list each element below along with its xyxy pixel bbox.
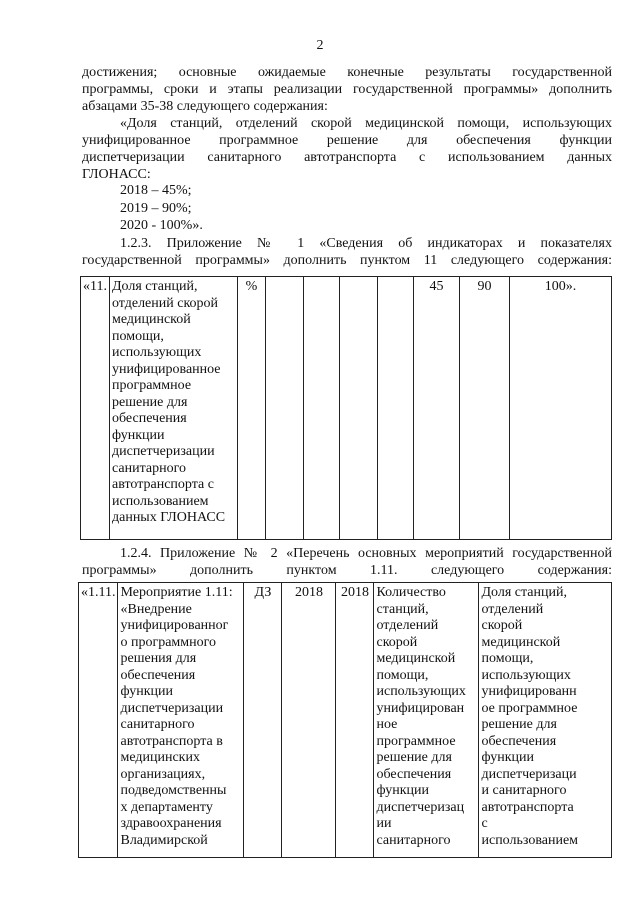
unit-cell: % [237,277,265,540]
empty-cell [377,277,413,540]
intro-line: программы, сроки и этапы реализации государственной программы» дополнить [82,82,612,97]
measures-table [78,582,612,858]
indicators-table [80,276,612,540]
year-value: 2018 – 45%; [120,183,192,198]
table-row [79,583,612,858]
executor-cell: ДЗ [244,583,282,858]
quote-line: «Доля станций, отделений скорой медицинской помощи, использующих [120,116,612,131]
section-line: государственной программы» дополнить пунктом 11 следующего содержания: [82,253,612,268]
quote-line: унифицированное программное решение для обеспечения функции [82,133,612,148]
value-2018: 45 [413,277,459,540]
section-line: программы» дополнить пунктом 1.11. следующего содержания: [82,563,612,578]
indicator-name: Доля станций, отделений скорой медицинской помощи, использующих унифицированное программное решение для обеспечения функции диспетчеризации санитарного автотранспорта с использованием данных ГЛОНАСС [109,277,237,540]
intro-line: абзацами 35-38 следующего содержания: [82,99,328,114]
section-1-2-4 [82,545,612,579]
row-number: «1.11. [79,583,118,858]
row-number: «11. [81,277,110,540]
section-line: 1.2.3. Приложение № 1 «Сведения об индикаторах и показателях [120,236,612,251]
value-2020: 100». [509,277,611,540]
page-number: 2 [316,38,324,53]
section-line: 1.2.4. Приложение № 2 «Перечень основных мероприятий государственной [120,546,612,561]
year-values-list [120,182,420,235]
value-2019: 90 [459,277,509,540]
end-year: 2018 [336,583,374,858]
measure-name: Мероприятие 1.11: «Внедрение унифицированног о программного решения для обеспечения функции диспетчеризации санитарного автотранспорта в медицинских организациях, подведомственны х департаменту здравоохранения Владимирской [118,583,244,858]
intro-paragraph [82,64,612,115]
empty-cell [265,277,303,540]
year-value: 2020 - 100%». [120,218,203,233]
quote-line: диспетчеризации санитарного автотранспорта с использованием данных [82,150,612,165]
quote-line: ГЛОНАСС: [82,167,151,182]
empty-cell [303,277,339,540]
start-year: 2018 [282,583,336,858]
table-row [81,277,612,540]
expected-result: Количество станций, отделений скорой медицинской помощи, использующих унифицирован ное программное решение для обеспечения функции диспетчеризац ии санитарного [374,583,479,858]
quote-paragraph [82,115,612,183]
intro-line: достижения; основные ожидаемые конечные результаты государственной [82,65,612,80]
section-1-2-3 [82,235,612,269]
empty-cell [339,277,377,540]
related-indicator: Доля станций, отделений скорой медицинской помощи, использующих унифицированн ое программное решение для обеспечения функции диспетчеризаци и санитарного автотранспорта с использованием [479,583,612,858]
year-value: 2019 – 90%; [120,200,192,216]
